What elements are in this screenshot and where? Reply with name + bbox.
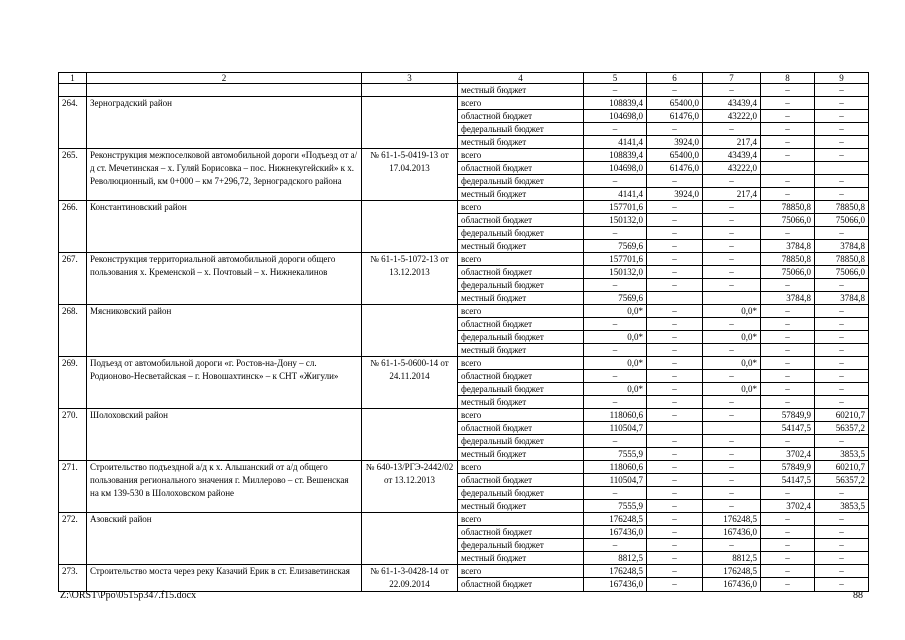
value-cell: – <box>703 253 761 266</box>
value-cell: 75066,0 <box>761 266 815 279</box>
page-number: 88 <box>853 590 863 601</box>
value-cell: – <box>647 279 703 292</box>
value-cell: 110504,7 <box>584 422 647 435</box>
value-cell: – <box>761 149 815 162</box>
value-cell: 75066,0 <box>761 214 815 227</box>
funding-source: всего <box>458 201 584 214</box>
value-cell: 3784,8 <box>815 240 869 253</box>
value-cell: – <box>584 396 647 409</box>
header-cell: 9 <box>815 73 869 84</box>
funding-source: всего <box>458 357 584 370</box>
value-cell: 78850,8 <box>815 201 869 214</box>
value-cell: 176248,5 <box>584 565 647 578</box>
value-cell: – <box>647 526 703 539</box>
value-cell: – <box>584 279 647 292</box>
value-cell: – <box>703 500 761 513</box>
value-cell: 217,4 <box>703 188 761 201</box>
funding-source: федеральный бюджет <box>458 383 584 396</box>
value-cell: – <box>703 344 761 357</box>
expertise-doc <box>362 305 458 357</box>
funding-source: местный бюджет <box>458 552 584 565</box>
row-number: 264. <box>59 97 87 149</box>
value-cell: 217,4 <box>703 136 761 149</box>
value-cell: – <box>815 175 869 188</box>
expertise-doc <box>362 201 458 253</box>
value-cell: 157701,6 <box>584 201 647 214</box>
value-cell: – <box>703 435 761 448</box>
value-cell: 7569,6 <box>584 292 647 305</box>
value-cell: – <box>647 175 703 188</box>
value-cell: – <box>703 409 761 422</box>
expertise-doc: № 61-1-3-0428-14 от 22.09.2014 <box>362 565 458 592</box>
funding-source: областной бюджет <box>458 526 584 539</box>
funding-source: областной бюджет <box>458 370 584 383</box>
value-cell: 43222,0 <box>703 110 761 123</box>
value-cell: 4141,4 <box>584 188 647 201</box>
row-number: 273. <box>59 565 87 592</box>
value-cell: – <box>815 578 869 591</box>
value-cell: 78850,8 <box>761 253 815 266</box>
funding-source: местный бюджет <box>458 292 584 305</box>
funding-source: федеральный бюджет <box>458 487 584 500</box>
funding-source: областной бюджет <box>458 422 584 435</box>
value-cell: 3784,8 <box>761 240 815 253</box>
value-cell: 57849,9 <box>761 409 815 422</box>
value-cell: – <box>703 123 761 136</box>
funding-source: местный бюджет <box>458 396 584 409</box>
value-cell: – <box>761 318 815 331</box>
funding-source: всего <box>458 97 584 110</box>
value-cell: – <box>647 84 703 97</box>
column-number-header <box>59 73 869 84</box>
funding-source: всего <box>458 513 584 526</box>
value-cell: – <box>761 305 815 318</box>
funding-source: местный бюджет <box>458 188 584 201</box>
header-cell: 7 <box>703 73 761 84</box>
value-cell: – <box>761 344 815 357</box>
value-cell: – <box>761 84 815 97</box>
value-cell: – <box>815 227 869 240</box>
value-cell: – <box>703 240 761 253</box>
value-cell: – <box>815 487 869 500</box>
value-cell: – <box>815 396 869 409</box>
object-name: Подъезд от автомобильной дороги «г. Ростов-на-Дону – сл. Родионово-Несветайская – г. Новошахтинск» – к СНТ «Жигули» <box>87 357 362 409</box>
value-cell <box>703 422 761 435</box>
object-name: Строительство подъездной а/д к х. Альшанский от а/д общего пользования регионального значения г. Миллерово – ст. Вешенская на км 139-530 в Шолоховском районе <box>87 461 362 513</box>
funding-source: областной бюджет <box>458 578 584 591</box>
table-row <box>59 461 869 474</box>
value-cell: – <box>647 552 703 565</box>
value-cell: – <box>647 240 703 253</box>
value-cell: – <box>815 565 869 578</box>
value-cell: 43222,0 <box>703 162 761 175</box>
value-cell: – <box>703 266 761 279</box>
seq-cell <box>59 84 87 97</box>
value-cell: – <box>761 279 815 292</box>
value-cell: – <box>815 136 869 149</box>
value-cell: – <box>761 487 815 500</box>
carryover-row <box>59 84 869 97</box>
value-cell: – <box>647 227 703 240</box>
object-name: Реконструкция межпоселковой автомобильной дороги «Подъезд от а/д ст. Мечетинская – х. Гуляй Борисовка – пос. Нижнекугейский» к х. Революционный, км 0+000 – км 7+296,72, Зерноградского района <box>87 149 362 201</box>
expertise-doc <box>362 513 458 565</box>
value-cell: – <box>761 578 815 591</box>
value-cell: – <box>815 110 869 123</box>
value-cell: – <box>584 344 647 357</box>
row-number: 267. <box>59 253 87 305</box>
value-cell: 176248,5 <box>703 513 761 526</box>
value-cell: – <box>647 396 703 409</box>
table-row <box>59 357 869 370</box>
value-cell: – <box>761 435 815 448</box>
funding-source: областной бюджет <box>458 266 584 279</box>
funding-source: областной бюджет <box>458 214 584 227</box>
value-cell: – <box>703 201 761 214</box>
row-number: 268. <box>59 305 87 357</box>
value-cell: 108839,4 <box>584 97 647 110</box>
value-cell: – <box>647 305 703 318</box>
funding-source: федеральный бюджет <box>458 539 584 552</box>
expertise-doc: № 61-1-5-0419-13 от 17.04.2013 <box>362 149 458 201</box>
value-cell: 3702,4 <box>761 448 815 461</box>
value-cell: – <box>815 435 869 448</box>
value-cell: 110504,7 <box>584 474 647 487</box>
row-number: 265. <box>59 149 87 201</box>
value-cell: – <box>584 318 647 331</box>
value-cell: 0,0* <box>584 383 647 396</box>
value-cell: – <box>703 474 761 487</box>
value-cell: – <box>647 565 703 578</box>
value-cell <box>647 422 703 435</box>
value-cell: 0,0* <box>703 331 761 344</box>
value-cell: 61476,0 <box>647 110 703 123</box>
value-cell: – <box>761 513 815 526</box>
value-cell: – <box>761 97 815 110</box>
value-cell: 0,0* <box>584 331 647 344</box>
value-cell: – <box>761 331 815 344</box>
value-cell <box>761 162 815 175</box>
value-cell: 7555,9 <box>584 500 647 513</box>
value-cell: 176248,5 <box>703 565 761 578</box>
funding-source: областной бюджет <box>458 474 584 487</box>
funding-source: федеральный бюджет <box>458 175 584 188</box>
value-cell: – <box>647 409 703 422</box>
file-path: Z:\ORST\Ppo\0515p347.f15.docx <box>60 590 197 601</box>
value-cell: – <box>815 513 869 526</box>
value-cell: – <box>647 474 703 487</box>
object-name: Мясниковский район <box>87 305 362 357</box>
table-row <box>59 565 869 578</box>
value-cell: 65400,0 <box>647 149 703 162</box>
table-body <box>59 73 869 592</box>
value-cell: – <box>761 123 815 136</box>
value-cell <box>703 292 761 305</box>
value-cell: – <box>815 539 869 552</box>
value-cell: – <box>647 253 703 266</box>
funding-source: местный бюджет <box>458 448 584 461</box>
value-cell: – <box>584 435 647 448</box>
expertise-doc: № 640-13/РГЭ-2442/02 от 13.12.2013 <box>362 461 458 513</box>
table-row <box>59 253 869 266</box>
table-row <box>59 409 869 422</box>
funding-source: местный бюджет <box>458 500 584 513</box>
value-cell: – <box>647 344 703 357</box>
value-cell: 3702,4 <box>761 500 815 513</box>
header-cell: 5 <box>584 73 647 84</box>
value-cell: – <box>703 214 761 227</box>
value-cell: – <box>761 383 815 396</box>
value-cell: – <box>703 370 761 383</box>
value-cell: – <box>584 175 647 188</box>
funding-source: местный бюджет <box>458 344 584 357</box>
header-cell: 4 <box>458 73 584 84</box>
value-cell: – <box>647 435 703 448</box>
funding-source: местный бюджет <box>458 240 584 253</box>
row-number: 272. <box>59 513 87 565</box>
value-cell: – <box>703 175 761 188</box>
value-cell: – <box>647 370 703 383</box>
table-row <box>59 513 869 526</box>
value-cell: – <box>815 370 869 383</box>
header-cell: 3 <box>362 73 458 84</box>
value-cell: – <box>815 84 869 97</box>
value-cell: 0,0* <box>584 357 647 370</box>
value-cell: 0,0* <box>703 305 761 318</box>
value-cell: 3924,0 <box>647 136 703 149</box>
value-cell: – <box>815 279 869 292</box>
value-cell: 167436,0 <box>703 526 761 539</box>
value-cell: – <box>703 227 761 240</box>
value-cell: – <box>584 487 647 500</box>
value-cell: – <box>647 500 703 513</box>
value-cell: 3924,0 <box>647 188 703 201</box>
row-number: 271. <box>59 461 87 513</box>
object-name: Азовский район <box>87 513 362 565</box>
value-cell: 3784,8 <box>761 292 815 305</box>
value-cell: – <box>703 461 761 474</box>
value-cell: – <box>761 565 815 578</box>
value-cell: – <box>815 305 869 318</box>
value-cell: – <box>647 214 703 227</box>
row-number: 269. <box>59 357 87 409</box>
value-cell: 150132,0 <box>584 214 647 227</box>
value-cell: – <box>584 539 647 552</box>
funding-source: федеральный бюджет <box>458 279 584 292</box>
value-cell: – <box>815 97 869 110</box>
funding-source: областной бюджет <box>458 318 584 331</box>
value-cell: – <box>815 526 869 539</box>
value-cell: – <box>647 331 703 344</box>
value-cell: – <box>761 552 815 565</box>
value-cell: 3853,5 <box>815 448 869 461</box>
value-cell: – <box>815 188 869 201</box>
value-cell: 54147,5 <box>761 422 815 435</box>
value-cell: 56357,2 <box>815 422 869 435</box>
value-cell: 104698,0 <box>584 110 647 123</box>
value-cell: – <box>703 448 761 461</box>
value-cell: – <box>647 318 703 331</box>
value-cell: 43439,4 <box>703 149 761 162</box>
expertise-doc <box>362 97 458 149</box>
value-cell: – <box>647 513 703 526</box>
row-number: 270. <box>59 409 87 461</box>
funding-source: всего <box>458 409 584 422</box>
value-cell: 3784,8 <box>815 292 869 305</box>
value-cell: – <box>761 227 815 240</box>
row-number: 266. <box>59 201 87 253</box>
value-cell: – <box>584 123 647 136</box>
value-cell: – <box>815 383 869 396</box>
value-cell <box>815 162 869 175</box>
value-cell: 167436,0 <box>584 526 647 539</box>
header-cell: 1 <box>59 73 87 84</box>
object-name: Строительство моста через реку Казачий Ерик в ст. Елизаветинская <box>87 565 362 592</box>
value-cell: 43439,4 <box>703 97 761 110</box>
object-name: Зерноградский район <box>87 97 362 149</box>
value-cell: 57849,9 <box>761 461 815 474</box>
table-row <box>59 201 869 214</box>
value-cell: – <box>584 84 647 97</box>
funding-source: областной бюджет <box>458 162 584 175</box>
expertise-doc <box>362 409 458 461</box>
value-cell: – <box>815 123 869 136</box>
value-cell: – <box>815 331 869 344</box>
value-cell <box>647 292 703 305</box>
value-cell: – <box>815 344 869 357</box>
value-cell: – <box>761 526 815 539</box>
funding-source: областной бюджет <box>458 110 584 123</box>
value-cell: 0,0* <box>584 305 647 318</box>
value-cell: – <box>584 370 647 383</box>
value-cell: – <box>703 487 761 500</box>
value-cell: 7569,6 <box>584 240 647 253</box>
header-cell: 6 <box>647 73 703 84</box>
value-cell: 108839,4 <box>584 149 647 162</box>
value-cell: – <box>703 396 761 409</box>
funding-source: федеральный бюджет <box>458 331 584 344</box>
table-row <box>59 97 869 110</box>
value-cell: – <box>647 383 703 396</box>
value-cell: – <box>815 149 869 162</box>
value-cell: 176248,5 <box>584 513 647 526</box>
value-cell: 8812,5 <box>584 552 647 565</box>
value-cell: 0,0* <box>703 383 761 396</box>
value-cell: – <box>815 552 869 565</box>
value-cell: – <box>761 370 815 383</box>
value-cell: 150132,0 <box>584 266 647 279</box>
value-cell: 167436,0 <box>703 578 761 591</box>
funding-source: местный бюджет <box>458 136 584 149</box>
funding-source: федеральный бюджет <box>458 435 584 448</box>
funding-source: всего <box>458 565 584 578</box>
value-cell: 54147,5 <box>761 474 815 487</box>
value-cell: 104698,0 <box>584 162 647 175</box>
value-cell: – <box>647 448 703 461</box>
header-cell: 8 <box>761 73 815 84</box>
object-name: Шолоховский район <box>87 409 362 461</box>
value-cell: – <box>647 201 703 214</box>
value-cell: – <box>647 578 703 591</box>
value-cell: – <box>703 539 761 552</box>
value-cell: 78850,8 <box>815 253 869 266</box>
funding-source: всего <box>458 305 584 318</box>
value-cell: 3853,5 <box>815 500 869 513</box>
funding-source: всего <box>458 253 584 266</box>
value-cell: – <box>761 539 815 552</box>
value-cell: 0,0* <box>703 357 761 370</box>
value-cell: – <box>761 110 815 123</box>
value-cell: 65400,0 <box>647 97 703 110</box>
value-cell: – <box>647 487 703 500</box>
value-cell: 8812,5 <box>703 552 761 565</box>
value-cell: 78850,8 <box>761 201 815 214</box>
expertise-doc: № 61-1-5-0600-14 от 24.11.2014 <box>362 357 458 409</box>
value-cell: – <box>815 357 869 370</box>
funding-source: федеральный бюджет <box>458 123 584 136</box>
funding-source: всего <box>458 461 584 474</box>
value-cell: – <box>815 318 869 331</box>
name-cell <box>87 84 362 97</box>
value-cell: 118060,6 <box>584 409 647 422</box>
value-cell: – <box>761 136 815 149</box>
value-cell: 56357,2 <box>815 474 869 487</box>
funding-source: всего <box>458 149 584 162</box>
value-cell: 7555,9 <box>584 448 647 461</box>
source-cell: местный бюджет <box>458 84 584 97</box>
object-name: Константиновский район <box>87 201 362 253</box>
table-row <box>59 149 869 162</box>
value-cell: – <box>703 318 761 331</box>
header-cell: 2 <box>87 73 362 84</box>
value-cell: – <box>761 188 815 201</box>
object-name: Реконструкция территориальной автомобильной дороги общего пользования х. Кременской – х. Почтовый – х. Нижнекалинов <box>87 253 362 305</box>
value-cell: – <box>761 396 815 409</box>
value-cell: 118060,6 <box>584 461 647 474</box>
value-cell: – <box>647 357 703 370</box>
value-cell: 167436,0 <box>584 578 647 591</box>
funding-source: федеральный бюджет <box>458 227 584 240</box>
value-cell: – <box>647 266 703 279</box>
value-cell: – <box>647 539 703 552</box>
value-cell: 75066,0 <box>815 214 869 227</box>
value-cell: 60210,7 <box>815 409 869 422</box>
doc-cell <box>362 84 458 97</box>
value-cell: – <box>761 357 815 370</box>
expertise-doc: № 61-1-5-1072-13 от 13.12.2013 <box>362 253 458 305</box>
value-cell: – <box>703 279 761 292</box>
value-cell: – <box>647 461 703 474</box>
table-row <box>59 305 869 318</box>
value-cell: 4141,4 <box>584 136 647 149</box>
value-cell: 75066,0 <box>815 266 869 279</box>
value-cell: – <box>647 123 703 136</box>
value-cell: 157701,6 <box>584 253 647 266</box>
value-cell: – <box>703 84 761 97</box>
value-cell: 60210,7 <box>815 461 869 474</box>
value-cell: 61476,0 <box>647 162 703 175</box>
budget-table <box>58 72 869 592</box>
value-cell: – <box>584 227 647 240</box>
value-cell: – <box>761 175 815 188</box>
